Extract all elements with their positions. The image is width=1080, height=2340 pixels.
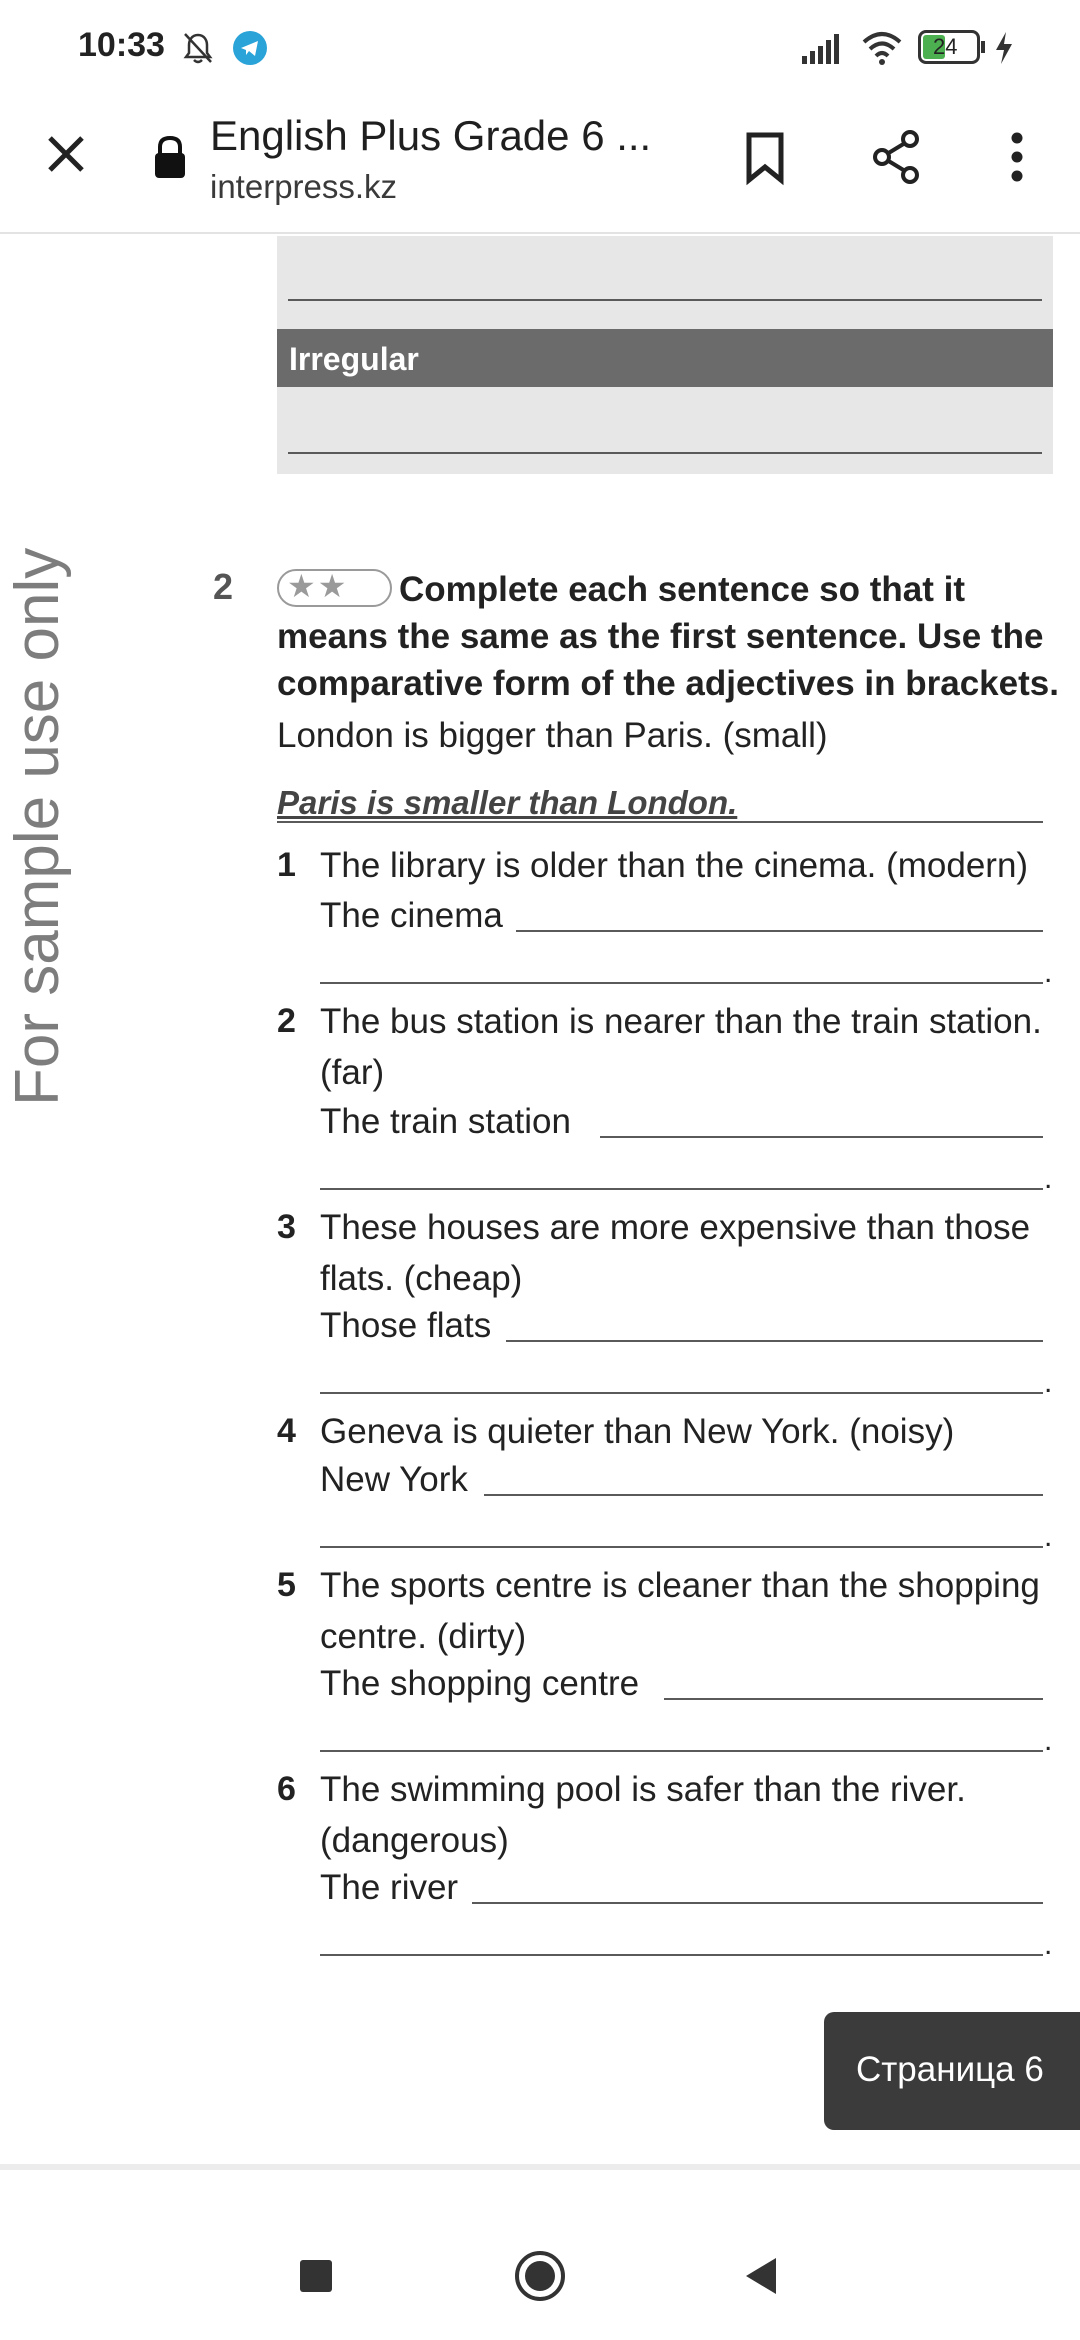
page-title[interactable]: English Plus Grade 6 ... [210,112,652,159]
divider [0,2164,1080,2170]
item-prefix: Those flats [320,1306,492,1345]
example-answer: Paris is smaller than London. [277,784,738,821]
item-prefix: The river [320,1868,459,1907]
back-triangle-icon[interactable] [734,2248,790,2304]
answer-line [320,1546,1043,1548]
exercise-number: 2 [213,566,234,607]
example-question: London is bigger than Paris. (small) [277,716,828,755]
wifi-icon [860,30,904,66]
line-end: . [1044,1366,1053,1399]
line-end: . [1044,1928,1053,1961]
answer-line [484,1494,1043,1496]
share-icon[interactable] [862,122,932,192]
battery-icon [918,30,980,64]
more-icon[interactable] [982,122,1052,192]
item-number: 2 [277,1002,296,1040]
page-domain[interactable]: interpress.kz [210,168,398,205]
line-end: . [1044,1162,1053,1195]
table-cell-top [277,236,1053,329]
system-nav-bar [0,2210,1080,2340]
item-sentence: The library is older than the cinema. (modern) [320,846,1029,885]
example-line [277,821,1043,823]
page-indicator-label: Страница 6 [856,2050,1044,2089]
mute-bell-icon [180,30,216,66]
status-time: 10:33 [78,26,165,64]
close-icon[interactable] [36,124,96,184]
signal-icon [800,30,844,66]
line-end: . [1044,1724,1053,1757]
answer-line [664,1698,1043,1700]
document-page[interactable] [0,236,1080,2166]
answer-line [320,1750,1043,1752]
lock-icon [150,134,190,180]
answer-line [472,1902,1043,1904]
home-circle-icon[interactable] [512,2248,568,2304]
line-end: . [1044,956,1053,989]
item-prefix: The cinema [320,896,503,935]
irregular-header [277,329,1053,387]
item-number: 1 [277,846,296,884]
battery-level: 24 [933,34,958,59]
answer-line [288,299,1042,301]
telegram-icon [232,30,268,66]
item-number: 3 [277,1208,296,1246]
irregular-label: Irregular [289,341,419,377]
bookmark-icon[interactable] [730,122,800,192]
item-number: 6 [277,1770,296,1808]
watermark: For sample use only [3,547,72,1106]
item-sentence: The bus station is nearer than the train station. (far) [320,1002,1042,1092]
item-sentence: These houses are more expensive than those flats. (cheap) [320,1208,1031,1298]
answer-line [320,1392,1043,1394]
answer-line [320,1188,1043,1190]
answer-line [506,1340,1043,1342]
recents-square-icon[interactable] [288,2248,344,2304]
item-sentence: The swimming pool is safer than the river. (dangerous) [320,1770,966,1860]
star-icon: ★★ [287,568,349,604]
answer-line [320,1954,1043,1956]
item-prefix: The shopping centre [320,1664,640,1703]
answer-line [320,982,1043,984]
item-sentence: Geneva is quieter than New York. (noisy) [320,1412,955,1451]
answer-line [516,930,1043,932]
browser-toolbar [0,96,1080,234]
line-end: . [1044,1520,1053,1553]
item-prefix: New York [320,1460,468,1499]
answer-line [600,1136,1043,1138]
item-prefix: The train station [320,1102,571,1141]
item-number: 5 [277,1566,296,1604]
table-cell-bottom [277,387,1053,474]
status-bar [0,0,1080,96]
exercise-instruction: Complete each sentence so that it means the same as the first sentence. Use the comparative form of the adjectives in brackets. [277,570,1059,703]
answer-line [288,452,1042,454]
charging-icon [992,30,1016,66]
item-sentence: The sports centre is cleaner than the shopping centre. (dirty) [320,1566,1040,1656]
page-indicator[interactable] [824,2012,1080,2130]
item-number: 4 [277,1412,296,1450]
